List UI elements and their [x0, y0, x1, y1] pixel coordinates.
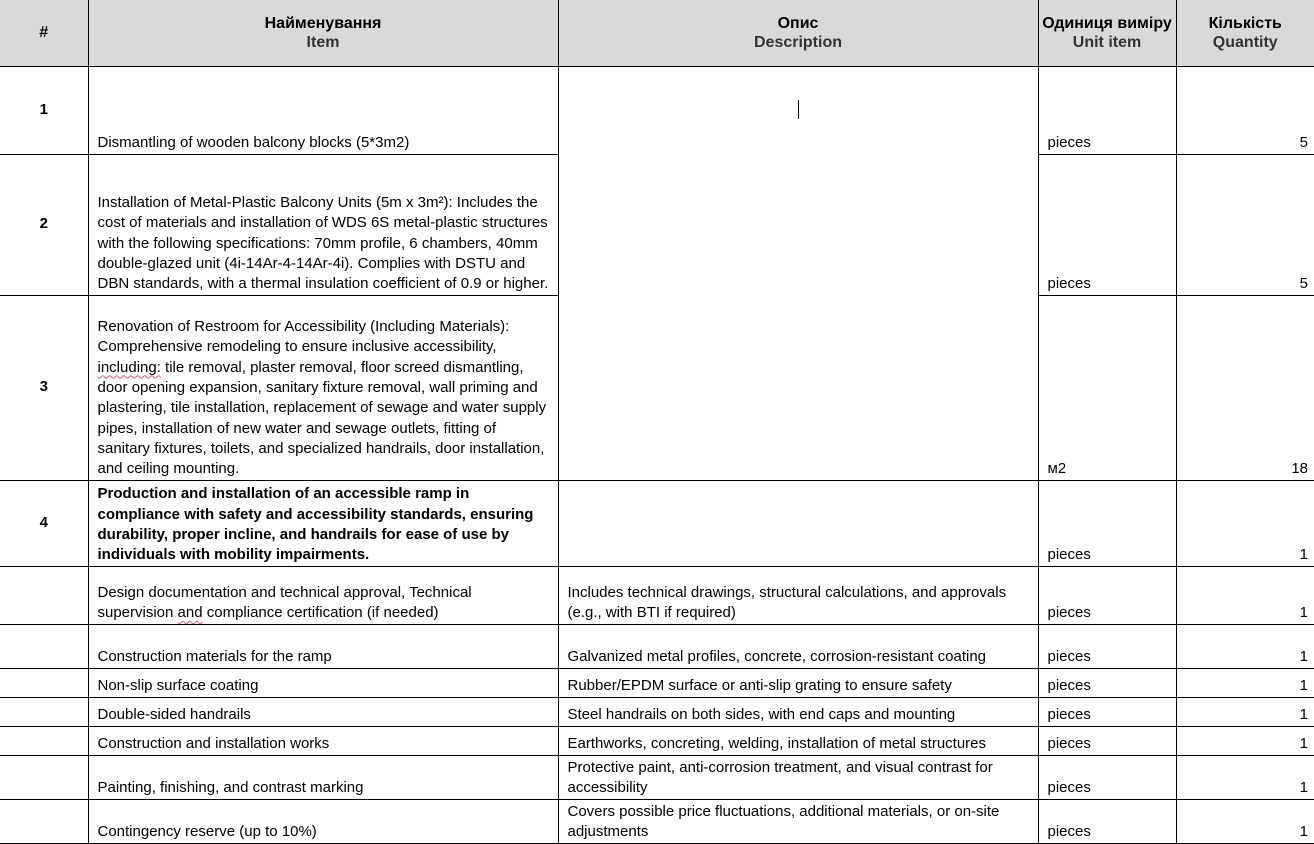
item-cell[interactable]: Construction and installation works: [88, 726, 558, 755]
table-row: [0, 726, 1314, 755]
item-cell[interactable]: [88, 566, 558, 624]
description-cell[interactable]: Earthworks, concreting, welding, installation of metal structures: [558, 726, 1038, 755]
table-row: [0, 755, 1314, 799]
quantity-cell[interactable]: 1: [1176, 755, 1314, 799]
spellcheck-flag: and: [177, 604, 203, 622]
item-cell[interactable]: Painting, finishing, and contrast marking: [88, 755, 558, 799]
item-text-post: tile removal, plaster removal, floor screed dismantling, door opening expansion, sanitary fixture removal, wall priming and plastering, tile installation, replacement of sewage and water supply pipes, installation of new water and sewage outlets, fitting of sanitary fixtures, toilets, and specialized handrails, door installation, and ceiling mounting.: [97, 358, 547, 478]
table-row: [0, 697, 1314, 726]
unit-cell[interactable]: pieces: [1038, 668, 1176, 697]
item-cell[interactable]: Installation of Metal-Plastic Balcony Units (5m x 3m²): Includes the cost of materials and installation of WDS 6S metal-plastic structures with the following specifications: 70mm profile, 6 chambers, 40mm double-glazed unit (4i-14Ar-4-14Ar-4i). Complies with DSTU and DBN standards, with a thermal insulation coefficient of 0.9 or higher.: [88, 154, 558, 295]
row-number[interactable]: [0, 755, 88, 799]
header-quantity[interactable]: Кількість Quantity: [1176, 0, 1314, 66]
quantity-cell[interactable]: 5: [1176, 154, 1314, 295]
row-number[interactable]: [0, 726, 88, 755]
unit-cell[interactable]: pieces: [1038, 66, 1176, 154]
item-cell[interactable]: Production and installation of an accessible ramp in compliance with safety and accessibility standards, ensuring durability, proper incline, and handrails for ease of use by individuals with mobility impairments.: [88, 480, 558, 566]
item-text-pre: Design documentation and technical approval, Technical supervision: [97, 583, 472, 622]
unit-cell[interactable]: pieces: [1038, 726, 1176, 755]
quantity-cell[interactable]: 1: [1176, 480, 1314, 566]
table-row: [0, 66, 1314, 154]
item-text-pre: Renovation of Restroom for Accessibility (Including Materials): Comprehensive remodeling to ensure inclusive accessibility,: [97, 318, 510, 356]
text-cursor: [798, 100, 799, 119]
row-number[interactable]: [0, 668, 88, 697]
quantity-cell[interactable]: 1: [1176, 799, 1314, 843]
row-number[interactable]: [0, 624, 88, 668]
row-number[interactable]: [0, 697, 88, 726]
table-row: [0, 799, 1314, 843]
table-row: [0, 624, 1314, 668]
row-number[interactable]: 3: [0, 295, 88, 480]
item-text-post: compliance certification (if needed): [202, 604, 439, 622]
unit-cell[interactable]: pieces: [1038, 154, 1176, 295]
unit-cell[interactable]: pieces: [1038, 697, 1176, 726]
row-number[interactable]: 2: [0, 154, 88, 295]
description-cell[interactable]: Steel handrails on both sides, with end caps and mounting: [558, 697, 1038, 726]
header-description[interactable]: Опис Description: [558, 0, 1038, 66]
row-number[interactable]: [0, 566, 88, 624]
quantity-cell[interactable]: 1: [1176, 566, 1314, 624]
item-cell[interactable]: [88, 295, 558, 480]
item-cell[interactable]: Double-sided handrails: [88, 697, 558, 726]
description-cell[interactable]: Includes technical drawings, structural calculations, and approvals (e.g., with BTI if required): [558, 566, 1038, 624]
row-number[interactable]: [0, 799, 88, 843]
row-number[interactable]: 4: [0, 480, 88, 566]
spellcheck-flag: including:: [97, 358, 161, 376]
header-unit[interactable]: Одиниця виміру Unit item: [1038, 0, 1176, 66]
description-cell[interactable]: Protective paint, anti-corrosion treatment, and visual contrast for accessibility: [558, 755, 1038, 799]
table-row: [0, 668, 1314, 697]
item-cell[interactable]: Dismantling of wooden balcony blocks (5*3m2): [88, 66, 558, 154]
quantity-cell[interactable]: 1: [1176, 668, 1314, 697]
unit-cell[interactable]: м2: [1038, 295, 1176, 480]
table-row: [0, 480, 1314, 566]
quantity-cell[interactable]: 5: [1176, 66, 1314, 154]
quantity-cell[interactable]: 1: [1176, 697, 1314, 726]
quantity-cell[interactable]: 1: [1176, 624, 1314, 668]
unit-cell[interactable]: pieces: [1038, 624, 1176, 668]
header-row: [0, 0, 1314, 66]
description-cell[interactable]: [558, 480, 1038, 566]
unit-cell[interactable]: pieces: [1038, 799, 1176, 843]
unit-cell[interactable]: pieces: [1038, 755, 1176, 799]
item-cell[interactable]: Non-slip surface coating: [88, 668, 558, 697]
row-number[interactable]: 1: [0, 66, 88, 154]
description-cell[interactable]: Rubber/EPDM surface or anti-slip grating to ensure safety: [558, 668, 1038, 697]
quantity-cell[interactable]: 18: [1176, 295, 1314, 480]
description-cell[interactable]: Covers possible price fluctuations, additional materials, or on-site adjustments: [558, 799, 1038, 843]
quantity-cell[interactable]: 1: [1176, 726, 1314, 755]
table-row: [0, 566, 1314, 624]
description-cell-merged[interactable]: [558, 66, 1038, 480]
item-cell[interactable]: Contingency reserve (up to 10%): [88, 799, 558, 843]
unit-cell[interactable]: pieces: [1038, 566, 1176, 624]
unit-cell[interactable]: pieces: [1038, 480, 1176, 566]
item-cell[interactable]: Construction materials for the ramp: [88, 624, 558, 668]
header-num[interactable]: #: [0, 0, 88, 66]
header-item[interactable]: Найменування Item: [88, 0, 558, 66]
description-cell[interactable]: Galvanized metal profiles, concrete, corrosion-resistant coating: [558, 624, 1038, 668]
